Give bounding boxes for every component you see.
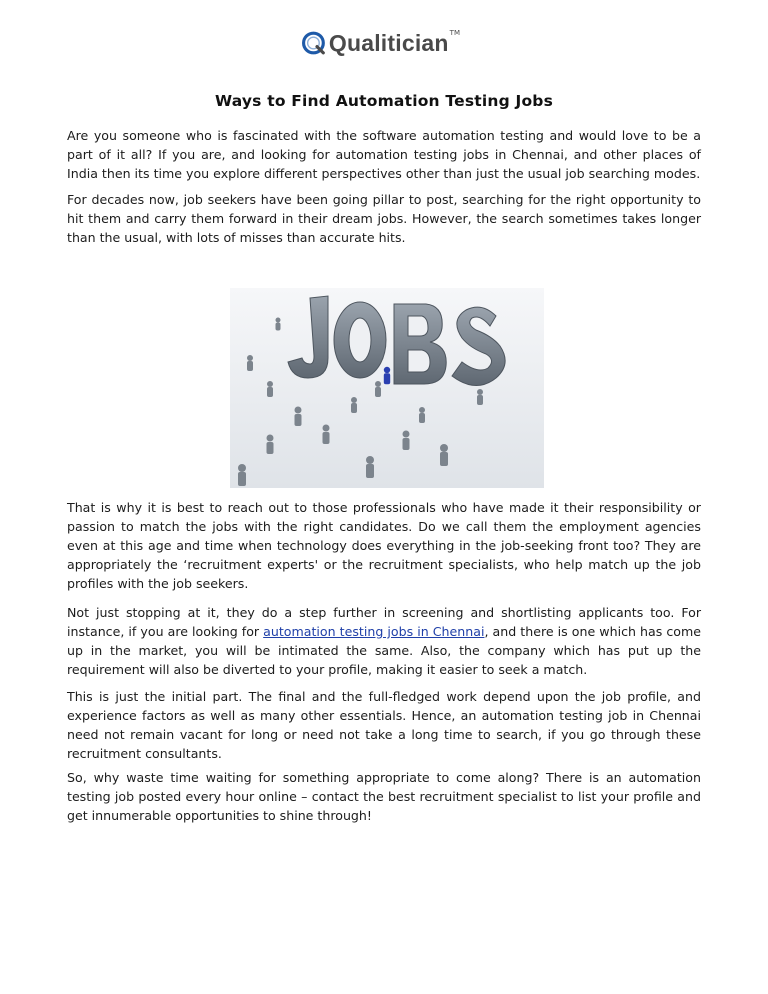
article-title: Ways to Find Automation Testing Jobs xyxy=(214,92,554,110)
paragraph-initial-part: This is just the initial part. The final and the full-fledged work depend upon the job profile, and experience factors as well as many other essentials. Hence, an automation testing job in Chennai need not remain vacant for long or need not take a long time to search, if you go through these recruitment consultants. xyxy=(67,689,701,761)
q-ring-icon xyxy=(300,28,327,58)
paragraph-recruiters: That is why it is best to reach out to those professionals who have made it their responsibility or passion to match the jobs with the right candidates. Do we call them the employment agencies even at this age and time when technology does everything in the job-seeking front too? They are appropriately the ‘recruitment experts' or the recruitment specialists, who help match up the job profiles with the job seekers. xyxy=(67,500,701,591)
paragraph-screening xyxy=(67,603,701,679)
qualitician-logo xyxy=(300,26,460,60)
paragraph-screening-text-end: , and there is one which has come up in the market, you will be intimated the same. Also, the company which has put up the requirement will also be diverted to your profile, making it easier to seek a match. xyxy=(67,624,701,677)
paragraph-decades: For decades now, job seekers have been going pillar to post, searching for the right opportunity to hit them and carry them forward in their dream jobs. However, the search sometimes takes longer than the usual, with lots of misses than accurate hits. xyxy=(67,192,701,245)
automation-testing-jobs-link[interactable]: automation testing jobs in Chennai xyxy=(263,624,485,639)
paragraph-screening-text-start: Not just stopping at it, they do a step further in screening and shortlisting applicants too. For instance, if you are looking for xyxy=(67,605,701,639)
paragraph-intro: Are you someone who is fascinated with the software automation testing and would love to be a part of it all? If you are, and looking for automation testing jobs in Chennai, and other places of India then its time you explore different perspectives other than just the usual job searching modes. xyxy=(67,128,701,181)
logo-wordmark: Qualitician xyxy=(328,29,449,56)
jobs-illustration xyxy=(230,260,544,488)
logo-trademark: TM xyxy=(449,29,460,37)
paragraph-conclusion: So, why waste time waiting for something appropriate to come along? There is an automation testing job posted every hour online – contact the best recruitment specialist to list your profile and get innumerable opportunities to shine through! xyxy=(67,770,701,823)
